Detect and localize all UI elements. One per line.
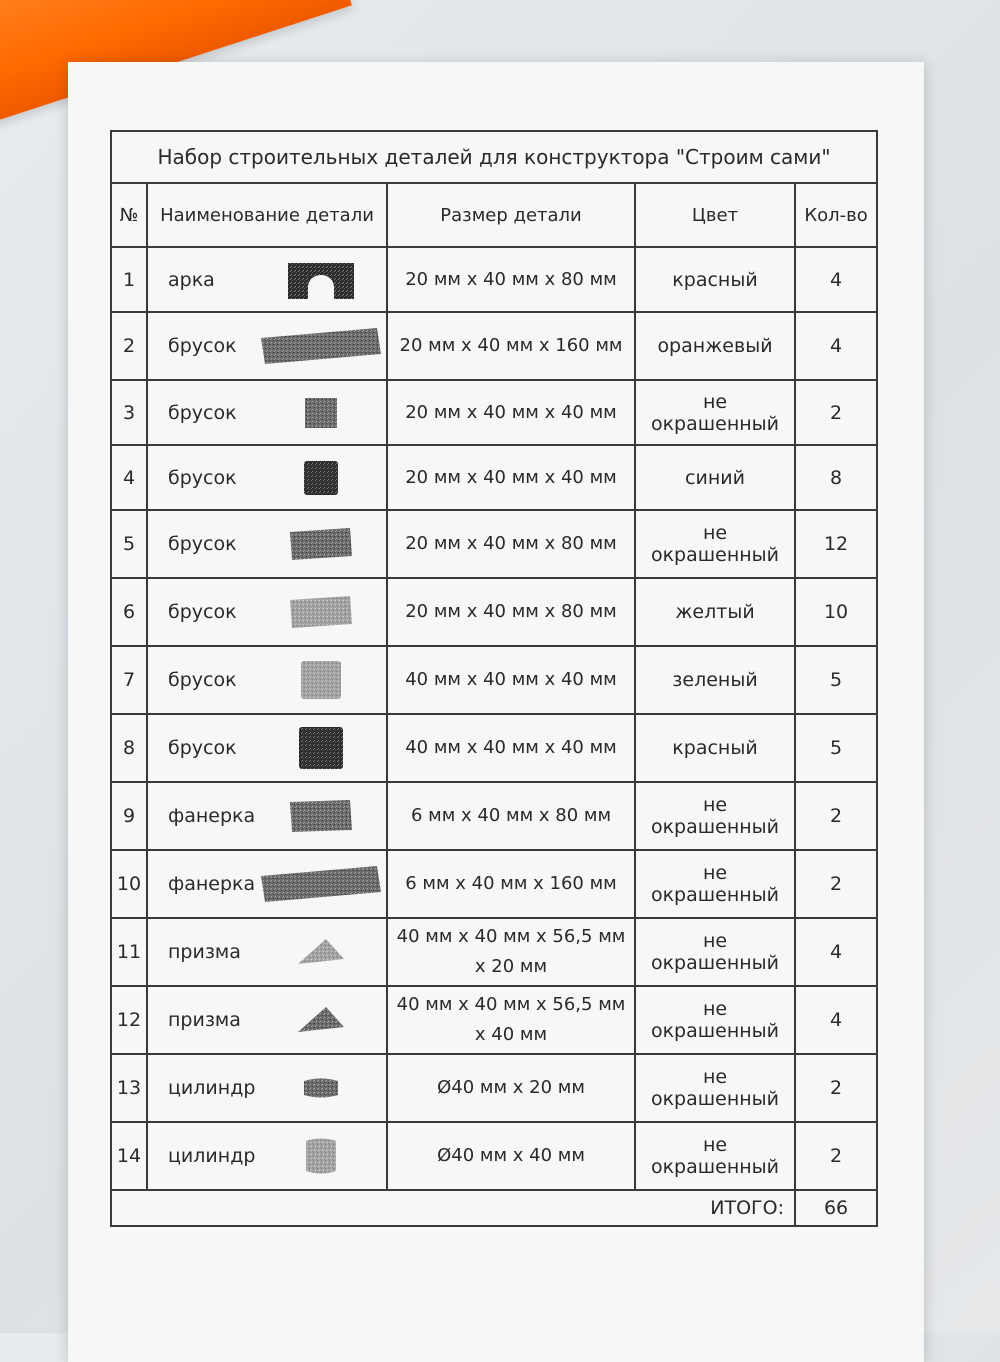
row-color: синий [635,445,795,510]
row-qty: 2 [795,850,877,918]
row-size: 20 мм х 40 мм х 40 мм [387,380,635,445]
row-size-line1: 40 мм х 40 мм х 56,5 мм [396,994,626,1015]
row-num: 12 [111,986,147,1054]
row-name: брусок [168,533,237,555]
row-name: цилиндр [168,1077,256,1099]
parts-table [110,130,878,1227]
table-row [111,1054,877,1122]
row-name: брусок [168,401,237,424]
table-row [111,247,877,312]
row-size: 6 мм х 40 мм х 160 мм [387,850,635,918]
row-color: не окрашенный [635,782,795,850]
row-qty: 4 [795,986,877,1054]
row-num: 10 [111,850,147,918]
row-size: Ø40 мм х 20 мм [387,1054,635,1122]
table-row [111,782,877,850]
row-size: 20 мм х 40 мм х 40 мм [387,445,635,510]
row-size: 40 мм х 40 мм х 40 мм [387,714,635,782]
row-num: 7 [111,646,147,714]
row-qty: 12 [795,510,877,578]
row-color: зеленый [635,646,795,714]
table-row [111,312,877,380]
dark-cube-icon [303,460,339,496]
row-qty: 10 [795,578,877,646]
row-size: 40 мм х 40 мм х 40 мм [387,646,635,714]
row-qty: 2 [795,782,877,850]
long-plate-icon [259,864,383,904]
row-num: 8 [111,714,147,782]
row-name: арка [168,268,215,291]
small-cube-icon [304,397,338,429]
row-name: брусок [168,466,237,489]
row-color: не окрашенный [635,1122,795,1190]
row-size: 6 мм х 40 мм х 80 мм [387,782,635,850]
row-qty: 5 [795,714,877,782]
row-size: 20 мм х 40 мм х 80 мм [387,578,635,646]
total-value: 66 [795,1190,877,1226]
row-size-line2: х 40 мм [474,1024,548,1045]
row-qty: 5 [795,646,877,714]
header-color: Цвет [635,183,795,247]
header-size: Размер детали [387,183,635,247]
row-num: 5 [111,510,147,578]
total-label: ИТОГО: [111,1190,795,1226]
row-color: не окрашенный [635,986,795,1054]
table-row [111,714,877,782]
row-color: красный [635,247,795,312]
table-row [111,850,877,918]
header-name: Наименование детали [147,183,387,247]
row-name: брусок [168,669,237,691]
table-row [111,1122,877,1190]
row-name: призма [168,1009,241,1031]
row-color: не окрашенный [635,850,795,918]
row-num: 4 [111,445,147,510]
plate-icon [288,798,354,834]
row-qty: 2 [795,380,877,445]
row-color: оранжевый [635,312,795,380]
paper-sheet [68,62,924,1362]
row-qty: 2 [795,1054,877,1122]
row-qty: 2 [795,1122,877,1190]
table-row [111,380,877,445]
table-row [111,578,877,646]
table-row [111,510,877,578]
row-name: брусок [168,737,237,759]
row-size: Ø40 мм х 40 мм [387,1122,635,1190]
prism-icon [296,1005,346,1035]
row-num: 9 [111,782,147,850]
short-cylinder-icon [302,1076,340,1100]
row-name: фанерка [168,873,256,895]
row-num: 14 [111,1122,147,1190]
table-row [111,986,877,1054]
row-num: 13 [111,1054,147,1122]
row-size: 20 мм х 40 мм х 160 мм [387,312,635,380]
prism-icon [296,937,346,967]
row-num: 6 [111,578,147,646]
row-size [387,918,635,986]
row-num: 11 [111,918,147,986]
row-color: не окрашенный [635,380,795,445]
block-icon [288,526,354,562]
row-qty: 8 [795,445,877,510]
table-row [111,646,877,714]
table-header-row [111,183,877,247]
row-name: фанерка [168,805,256,827]
arch-icon [286,259,356,301]
header-num: № [111,183,147,247]
row-color: желтый [635,578,795,646]
row-qty: 4 [795,247,877,312]
row-qty: 4 [795,312,877,380]
row-color: красный [635,714,795,782]
row-size: 20 мм х 40 мм х 80 мм [387,247,635,312]
header-qty: Кол-во [795,183,877,247]
row-qty: 4 [795,918,877,986]
total-row [111,1190,877,1226]
row-size [387,986,635,1054]
row-num: 3 [111,380,147,445]
row-name: цилиндр [168,1145,256,1167]
table-row [111,918,877,986]
row-color: не окрашенный [635,918,795,986]
table-row [111,445,877,510]
long-block-icon [259,326,383,366]
row-size-line2: х 20 мм [474,956,548,977]
row-size: 20 мм х 40 мм х 80 мм [387,510,635,578]
row-name: брусок [168,335,237,357]
row-color: не окрашенный [635,1054,795,1122]
table-title: Набор строительных деталей для конструктора "Строим сами" [111,131,877,183]
light-block-icon [288,594,354,630]
row-color: не окрашенный [635,510,795,578]
row-name: брусок [168,601,237,623]
cylinder-icon [304,1136,338,1176]
row-num: 1 [111,247,147,312]
row-name: призма [168,941,241,963]
big-dark-cube-icon [297,725,345,771]
row-num: 2 [111,312,147,380]
row-size-line1: 40 мм х 40 мм х 56,5 мм [396,926,626,947]
light-cube-icon [299,659,343,701]
